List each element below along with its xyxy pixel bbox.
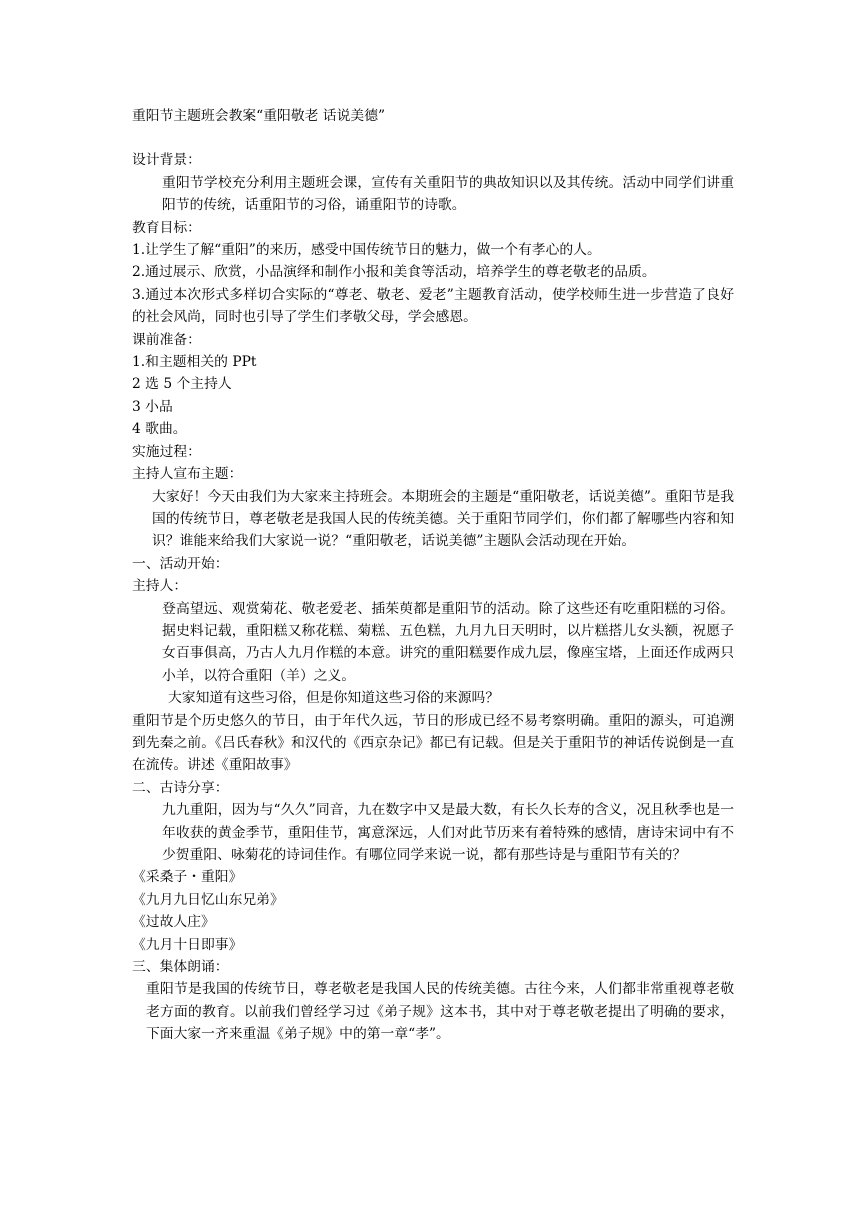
goal-item: 1.让学生了解“重阳”的来历，感受中国传统节日的魅力，做一个有孝心的人。	[132, 242, 601, 259]
document-body	[132, 105, 734, 1046]
poem-title: 《采桑子・重阳》	[132, 869, 243, 886]
part2-paragraph: 九九重阳，因为与“久久”同音，九在数字中又是最大数，有长久长寿的含义，况且秋季也是一年收获的黄金季节，重阳佳节，寓意深远，人们对此节历来有着特殊的感情，唐诗宋词中有不少贺重阳、咏菊花的诗词佳作。有哪位同学来说一说，都有那些诗是与重阳节有关的？	[162, 802, 734, 863]
goals-heading: 教育目标：	[132, 219, 201, 236]
prep-heading: 课前准备：	[132, 331, 201, 348]
part2-heading: 二、古诗分享：	[132, 779, 229, 796]
poem-title: 《九月九日忆山东兄弟》	[132, 891, 284, 908]
goal-item: 3.通过本次形式多样切合实际的“尊老、敬老、爱老”主题教育活动，使学校师生进一步营造了良好的社会风尚，同时也引导了学生们孝敬父母，学会感恩。	[132, 286, 734, 326]
part1-paragraph-history: 重阳节是个历史悠久的节日，由于年代久远，节日的形成已经不易考察明确。重阳的源头，可追溯到先秦之前。《吕氏春秋》和汉代的《西京杂记》都已有记载。但是关于重阳节的神话传说倒是一直在流传。讲述《重阳故事》	[132, 712, 734, 774]
part3-paragraph: 重阳节是我国的传统节日，尊老敬老是我国人民的传统美德。古往今来，人们都非常重视尊老敬老方面的教育。以前我们曾经学习过《弟子规》这本书，其中对于尊老敬老提出了明确的要求，下面大家一齐来重温《弟子规》中的第一章“孝”。	[146, 981, 734, 1043]
poem-title: 《九月十日即事》	[132, 936, 243, 953]
design-background-heading: 设计背景：	[132, 152, 201, 169]
part1-paragraph-customs: 登高望远、观赏菊花、敬老爱老、插茱萸都是重阳节的活动。除了这些还有吃重阳糕的习俗。据史料记载，重阳糕又称花糕、菊糕、五色糕，九月九日天明时，以片糕搭儿女头额，祝愿子女百事俱高，乃古人九月作糕的本意。讲究的重阳糕要作成九层，像座宝塔，上面还作成两只小羊，以符合重阳（羊）之义。	[162, 600, 734, 684]
part1-heading: 一、活动开始：	[132, 555, 229, 572]
part3-heading: 三、集体朗诵：	[132, 959, 229, 976]
host-announce-label: 主持人宣布主题：	[132, 466, 243, 483]
prep-item: 3 小品	[132, 398, 173, 415]
part1-host-label: 主持人：	[132, 578, 188, 595]
prep-item: 1.和主题相关的 PPt	[132, 354, 257, 371]
host-speech-paragraph: 大家好！今天由我们为大家来主持班会。本期班会的主题是“重阳敬老，话说美德”。重阳节是我国的传统节日，尊老敬老是我国人民的传统美德。关于重阳节同学们，你们都了解哪些内容和知识？谁能来给我们大家说一说？“重阳敬老，话说美德”主题队会活动现在开始。	[152, 488, 734, 550]
prep-item: 4 歌曲。	[132, 421, 187, 438]
design-background-text: 重阳节学校充分利用主题班会课，宣传有关重阳节的典故知识以及其传统。活动中同学们讲重阳节的传统，话重阳节的习俗，诵重阳节的诗歌。	[162, 174, 734, 214]
process-heading: 实施过程：	[132, 443, 201, 460]
document-title: 重阳节主题班会教案“重阳敬老 话说美德”	[132, 108, 386, 124]
goal-item: 2.通过展示、欣赏，小品演绎和制作小报和美食等活动，培养学生的尊老敬老的品质。	[132, 264, 656, 281]
poem-title: 《过故人庄》	[132, 914, 215, 931]
prep-item: 2 选 5 个主持人	[132, 376, 232, 393]
part1-paragraph-question: 大家知道有这些习俗，但是你知道这些习俗的来源吗？	[168, 690, 500, 707]
